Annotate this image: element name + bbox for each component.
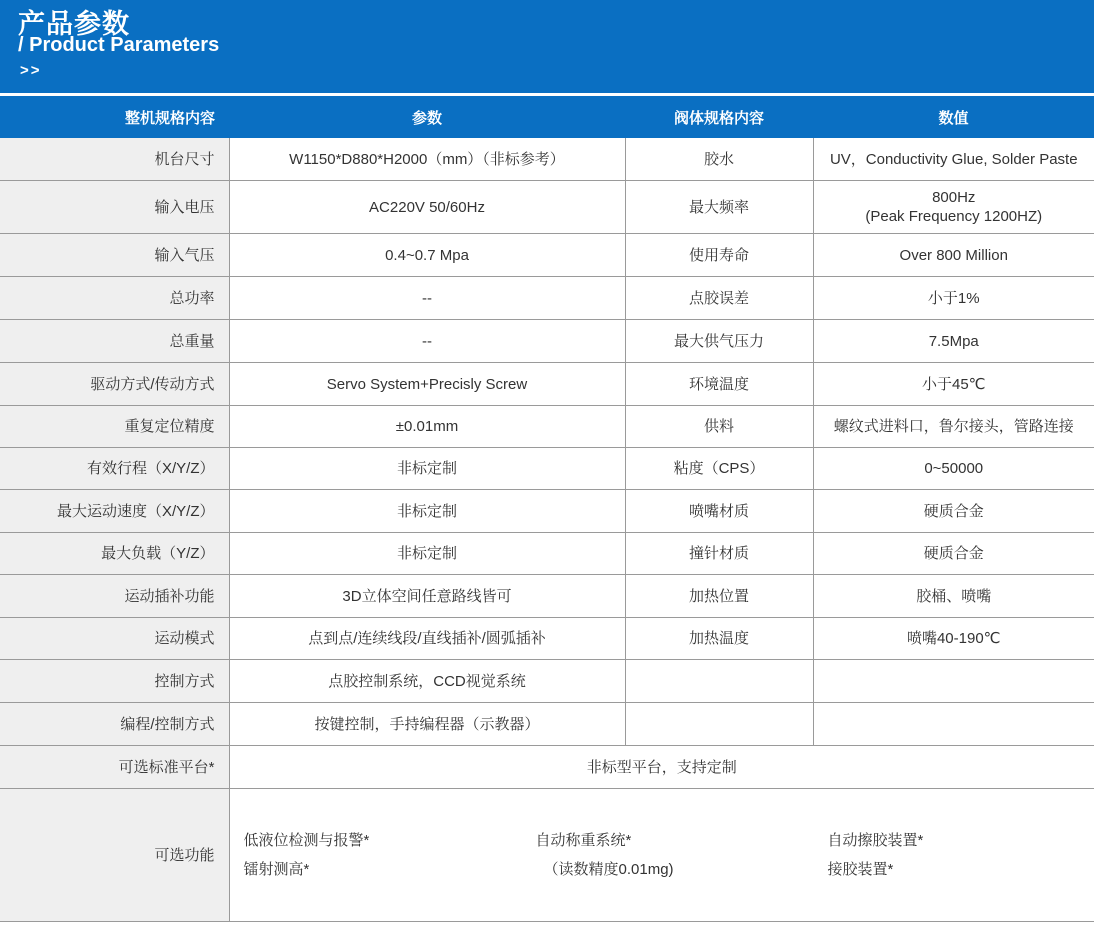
features-cell [229,789,1094,922]
row-value-2: 7.5Mpa [813,320,1094,363]
row-label: 总重量 [0,320,229,363]
row-label-2 [625,703,813,746]
row-label-2: 最大频率 [625,181,813,234]
table-row [0,490,1094,533]
row-label: 编程/控制方式 [0,703,229,746]
row-label: 总功率 [0,277,229,320]
feature-item: 自动称重系统* [535,832,632,849]
features-row [0,789,1094,922]
double-chevron-icon: >> [20,62,42,79]
page-subtitle: / Product Parameters [18,34,220,56]
row-label: 最大运动速度（X/Y/Z） [0,490,229,533]
row-value-2 [813,703,1094,746]
row-value-2: UV，Conductivity Glue, Solder Paste [813,138,1094,181]
row-value-2: 硬质合金 [813,533,1094,575]
row-label: 重复定位精度 [0,406,229,448]
row-value-2 [813,660,1094,703]
row-value: ±0.01mm [229,406,625,448]
page-title: 产品参数 [18,9,130,39]
row-value: W1150*D880*H2000（mm）（非标参考） [229,138,625,181]
row-label-2: 加热位置 [625,575,813,618]
row-value: 点到点/连续线段/直线插补/圆弧插补 [229,618,625,660]
table-row [0,660,1094,703]
header-banner [0,0,1094,93]
row-label: 输入电压 [0,181,229,234]
table-row [0,406,1094,448]
feature-item: 接胶装置* [827,861,894,878]
row-label: 控制方式 [0,660,229,703]
features-label: 可选功能 [0,789,229,922]
row-label-2 [625,660,813,703]
row-value-2: 小于1% [813,277,1094,320]
row-value-2: 螺纹式进料口，鲁尔接头，管路连接 [813,406,1094,448]
row-value-2: 喷嘴40-190℃ [813,618,1094,660]
table-row [0,363,1094,406]
table-row [0,138,1094,181]
table-row [0,533,1094,575]
row-label-2: 最大供气压力 [625,320,813,363]
row-value: 按键控制，手持编程器（示教器） [229,703,625,746]
table-row [0,448,1094,490]
row-label: 驱动方式/传动方式 [0,363,229,406]
row-value-2: Over 800 Million [813,234,1094,277]
row-label: 运动插补功能 [0,575,229,618]
row-value: -- [229,277,625,320]
row-value-2: 0~50000 [813,448,1094,490]
row-value: 非标定制 [229,448,625,490]
row-label: 运动模式 [0,618,229,660]
header-valve-spec: 阀体规格内容 [625,96,813,138]
row-value: AC220V 50/60Hz [229,181,625,234]
row-label-2: 环境温度 [625,363,813,406]
row-value: 非标定制 [229,490,625,533]
table-row [0,277,1094,320]
table-row [0,320,1094,363]
table-row [0,234,1094,277]
row-label-2: 胶水 [625,138,813,181]
row-value-2: 胶桶、喷嘴 [813,575,1094,618]
table-row [0,575,1094,618]
feature-item: 镭射测高* [243,861,310,878]
row-label: 有效行程（X/Y/Z） [0,448,229,490]
row-value: Servo System+Precisly Screw [229,363,625,406]
feature-item: 自动擦胶装置* [827,832,924,849]
row-label-2: 加热温度 [625,618,813,660]
row-value-2: 硬质合金 [813,490,1094,533]
platform-value: 非标型平台，支持定制 [229,746,1094,789]
header-parameter: 参数 [229,96,625,138]
row-label: 输入气压 [0,234,229,277]
row-label: 机台尺寸 [0,138,229,181]
features-grid [234,831,1091,879]
row-value-2 [813,181,1094,234]
feature-item: 低液位检测与报警* [243,832,370,849]
header-machine-spec: 整机规格内容 [0,96,229,138]
row-label-2: 供料 [625,406,813,448]
table-header-row [0,96,1094,138]
platform-row [0,746,1094,789]
row-value: -- [229,320,625,363]
platform-label: 可选标准平台* [0,746,229,789]
row-value: 点胶控制系统，CCD视觉系统 [229,660,625,703]
table-row [0,618,1094,660]
row-label-2: 点胶误差 [625,277,813,320]
row-label: 最大负载（Y/Z） [0,533,229,575]
row-label-2: 粘度（CPS） [625,448,813,490]
feature-item: （读数精度0.01mg) [543,861,674,878]
table-row [0,181,1094,234]
row-value: 0.4~0.7 Mpa [229,234,625,277]
row-label-2: 喷嘴材质 [625,490,813,533]
parameter-table [0,96,1094,922]
row-value: 3D立体空间任意路线皆可 [229,575,625,618]
frequency-value: 800Hz [932,189,976,206]
row-value: 非标定制 [229,533,625,575]
row-label-2: 撞针材质 [625,533,813,575]
table-row [0,703,1094,746]
row-label-2: 使用寿命 [625,234,813,277]
peak-frequency-value: (Peak Frequency 1200HZ) [865,208,1043,225]
header-value: 数值 [813,96,1094,138]
row-value-2: 小于45℃ [813,363,1094,406]
